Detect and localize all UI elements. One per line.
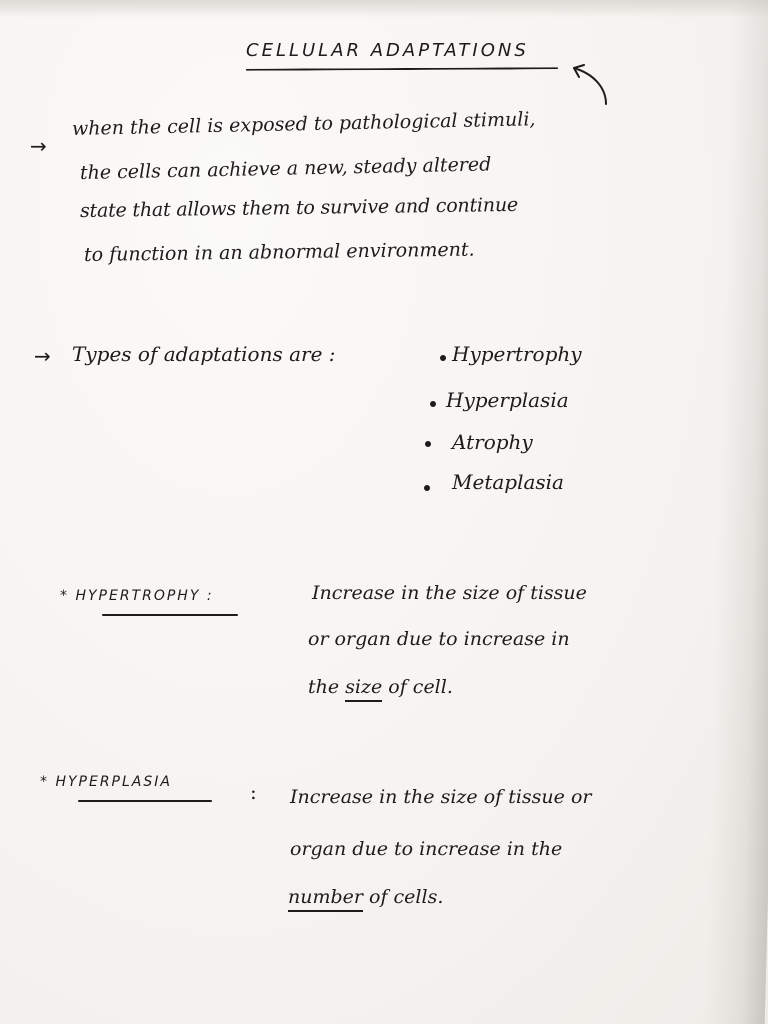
- hypertrophy-line-3-start: the: [308, 676, 346, 698]
- hyperplasia-underline: [78, 800, 212, 802]
- hyperplasia-term: * HYPERPLASIA: [40, 774, 172, 790]
- hyperplasia-line-3: [288, 886, 443, 908]
- type-item-atrophy: Atrophy: [452, 430, 533, 454]
- hypertrophy-line-3: [308, 676, 453, 698]
- intro-line-1: when the cell is exposed to pathological stimuli,: [71, 108, 536, 140]
- hypertrophy-line-1: Increase in the size of tissue: [312, 582, 587, 604]
- hypertrophy-line-3-end: of cell.: [382, 676, 453, 698]
- hypertrophy-line-2: or organ due to increase in: [308, 628, 570, 650]
- curved-arrow-icon: [566, 60, 616, 108]
- page-top-edge: [0, 0, 768, 18]
- hyperplasia-line-3-end: of cells.: [362, 886, 444, 908]
- types-label: Types of adaptations are :: [72, 342, 336, 366]
- intro-line-3: state that allows them to survive and continue: [79, 193, 519, 222]
- title-underline: [246, 67, 558, 71]
- page-right-shadow: [704, 0, 768, 1024]
- bullet-icon: [440, 355, 446, 361]
- intro-line-2: the cells can achieve a new, steady altered: [79, 153, 492, 184]
- type-item-hyperplasia: Hyperplasia: [446, 388, 569, 412]
- hypertrophy-term: * HYPERTROPHY :: [60, 588, 214, 604]
- hyperplasia-number-word: number: [288, 886, 363, 912]
- bullet-icon: [424, 485, 430, 491]
- hypertrophy-size-word: size: [345, 676, 382, 702]
- hyperplasia-line-1: Increase in the size of tissue or: [290, 786, 592, 808]
- hypertrophy-underline: [102, 614, 238, 616]
- type-item-metaplasia: Metaplasia: [452, 470, 564, 494]
- hyperplasia-colon: :: [250, 780, 257, 804]
- type-item-hypertrophy: Hypertrophy: [452, 342, 582, 366]
- hyperplasia-line-2: organ due to increase in the: [290, 838, 563, 860]
- page-title: CELLULAR ADAPTATIONS: [246, 40, 529, 61]
- bullet-icon: [430, 401, 436, 407]
- intro-line-4: to function in an abnormal environment.: [83, 238, 475, 266]
- arrow-icon: →: [34, 344, 51, 368]
- arrow-icon: →: [30, 134, 47, 158]
- bullet-icon: [425, 441, 431, 447]
